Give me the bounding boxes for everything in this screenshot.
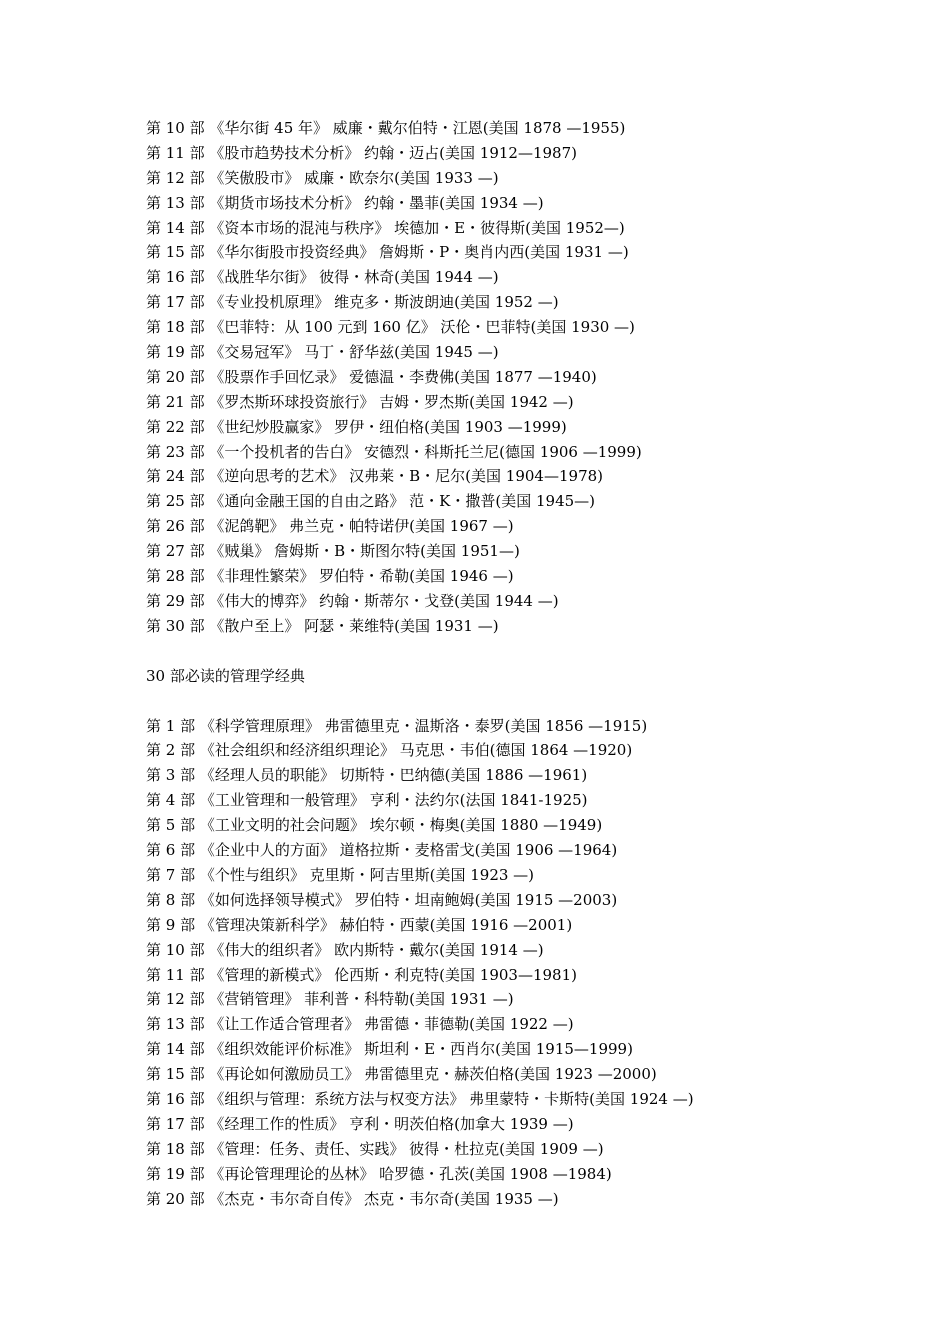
list-item: 第 5 部 《工业文明的社会问题》 埃尔顿・梅奥(美国 1880 —1949)	[146, 816, 603, 835]
list-item: 第 11 部 《管理的新模式》 伦西斯・利克特(美国 1903—1981)	[146, 965, 577, 984]
list-item: 第 9 部 《管理决策新科学》 赫伯特・西蒙(美国 1916 —2001)	[146, 915, 573, 934]
list-item: 第 15 部 《再论如何激励员工》 弗雷德里克・赫茨伯格(美国 1923 —2000)	[146, 1065, 657, 1084]
list-item: 第 14 部 《资本市场的混沌与秩序》 埃德加・E・彼得斯(美国 1952—)	[146, 218, 625, 237]
investment-book-list	[146, 116, 926, 639]
list-item: 第 18 部 《巴菲特：从 100 元到 160 亿》 沃伦・巴菲特(美国 1930 —)	[146, 318, 635, 337]
list-item: 第 12 部 《营销管理》 菲利普・科特勒(美国 1931 —)	[146, 990, 514, 1009]
list-item: 第 20 部 《股票作手回忆录》 爱德温・李费佛(美国 1877 —1940)	[146, 367, 597, 386]
list-item: 第 3 部 《经理人员的职能》 切斯特・巴纳德(美国 1886 —1961)	[146, 766, 588, 785]
list-item: 第 24 部 《逆向思考的艺术》 汉弗莱・B・尼尔(美国 1904—1978)	[146, 467, 604, 486]
document-page	[146, 116, 926, 1211]
list-item: 第 30 部 《散户至上》 阿瑟・莱维特(美国 1931 —)	[146, 616, 499, 635]
list-item: 第 13 部 《让工作适合管理者》 弗雷德・菲德勒(美国 1922 —)	[146, 1015, 574, 1034]
list-item: 第 12 部 《笑傲股市》 威廉・欧奈尔(美国 1933 —)	[146, 168, 499, 187]
list-item: 第 7 部 《个性与组织》 克里斯・阿吉里斯(美国 1923 —)	[146, 865, 535, 884]
list-item: 第 1 部 《科学管理原理》 弗雷德里克・温斯洛・泰罗(美国 1856 —1915)	[146, 716, 648, 735]
list-item: 第 19 部 《再论管理理论的丛林》 哈罗德・孔茨(美国 1908 —1984)	[146, 1164, 612, 1183]
list-item: 第 16 部 《战胜华尔街》 彼得・林奇(美国 1944 —)	[146, 268, 499, 287]
list-item: 第 17 部 《经理工作的性质》 亨利・明茨伯格(加拿大 1939 —)	[146, 1114, 574, 1133]
list-item: 第 15 部 《华尔街股市投资经典》 詹姆斯・P・奥肖内西(美国 1931 —)	[146, 243, 629, 262]
list-item: 第 29 部 《伟大的博弈》 约翰・斯蒂尔・戈登(美国 1944 —)	[146, 591, 559, 610]
management-book-list	[146, 714, 926, 1212]
list-item: 第 10 部 《华尔街 45 年》 威廉・戴尔伯特・江恩(美国 1878 —1955)	[146, 119, 626, 137]
list-item: 第 20 部 《杰克・韦尔奇自传》 杰克・韦尔奇(美国 1935 —)	[146, 1189, 559, 1208]
list-item: 第 19 部 《交易冠军》 马丁・舒华兹(美国 1945 —)	[146, 343, 499, 362]
list-item: 第 8 部 《如何选择领导模式》 罗伯特・坦南鲍姆(美国 1915 —2003)	[146, 890, 618, 909]
list-item: 第 2 部 《社会组织和经济组织理论》 马克思・韦伯(德国 1864 —1920)	[146, 741, 633, 760]
list-item: 第 26 部 《泥鸽靶》 弗兰克・帕特诺伊(美国 1967 —)	[146, 517, 514, 536]
list-item: 第 21 部 《罗杰斯环球投资旅行》 吉姆・罗杰斯(美国 1942 —)	[146, 392, 574, 411]
list-item: 第 4 部 《工业管理和一般管理》 亨利・法约尔(法国 1841-1925)	[146, 791, 588, 810]
list-item: 第 6 部 《企业中人的方面》 道格拉斯・麦格雷戈(美国 1906 —1964)	[146, 841, 618, 860]
list-item: 第 17 部 《专业投机原理》 维克多・斯波朗迪(美国 1952 —)	[146, 293, 559, 312]
list-item: 第 14 部 《组织效能评价标准》 斯坦利・E・西肖尔(美国 1915—1999)	[146, 1040, 633, 1059]
list-item: 第 22 部 《世纪炒股赢家》 罗伊・纽伯格(美国 1903 —1999)	[146, 417, 567, 436]
list-item: 第 25 部 《通向金融王国的自由之路》 范・K・撒普(美国 1945—)	[146, 492, 596, 511]
list-item: 第 10 部 《伟大的组织者》 欧内斯特・戴尔(美国 1914 —)	[146, 940, 544, 959]
list-item: 第 16 部 《组织与管理：系统方法与权变方法》 弗里蒙特・卡斯特(美国 1924 —)	[146, 1089, 694, 1108]
list-item: 第 23 部 《一个投机者的告白》 安德烈・科斯托兰尼(德国 1906 —1999)	[146, 442, 642, 461]
list-item: 第 27 部 《贼巢》 詹姆斯・B・斯图尔特(美国 1951—)	[146, 542, 520, 561]
list-item: 第 11 部 《股市趋势技术分析》 约翰・迈占(美国 1912—1987)	[146, 143, 577, 162]
list-item: 第 28 部 《非理性繁荣》 罗伯特・希勒(美国 1946 —)	[146, 567, 514, 586]
list-item: 第 13 部 《期货市场技术分析》 约翰・墨菲(美国 1934 —)	[146, 193, 544, 212]
list-item: 第 18 部 《管理：任务、责任、实践》 彼得・杜拉克(美国 1909 —)	[146, 1139, 604, 1158]
section-heading: 30 部必读的管理学经典	[146, 666, 305, 685]
